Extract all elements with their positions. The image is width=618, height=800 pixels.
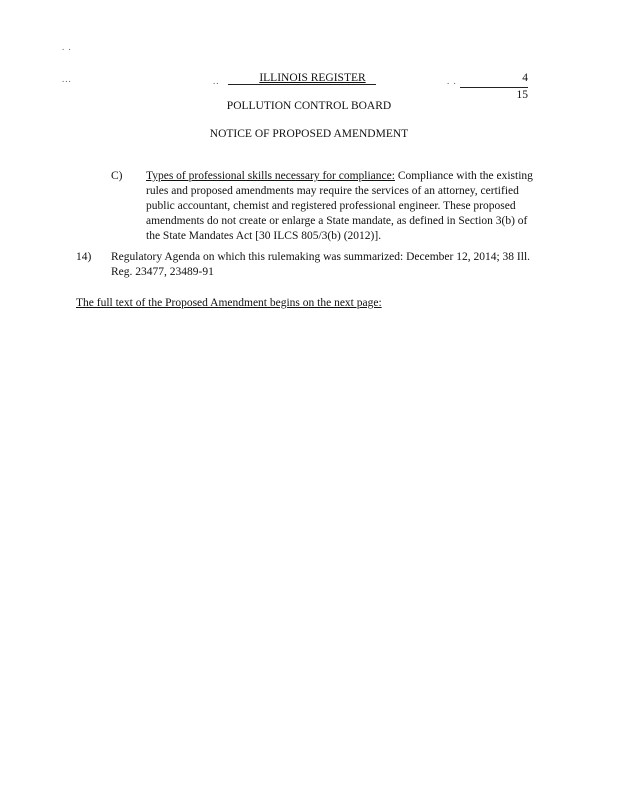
scan-mark-right: . .: [447, 76, 457, 86]
item-body-c: Compliance with the existing rules and proposed amendments may require the services of an attorney, certified public accountant, chemist and registered professional engineer. These proposed amendments do not create or enlarge a State mandate, as defined in Section 3(b) of the State Mandates Act [30 ILCS 805/3(b) (2012)].: [146, 170, 533, 242]
item-text-c: [146, 169, 541, 244]
agency-name: POLLUTION CONTROL BOARD: [226, 100, 392, 112]
item-label-14: 14): [76, 251, 92, 263]
full-text-link: The full text of the Proposed Amendment begins on the next page:: [76, 297, 382, 309]
header-rule: [228, 84, 376, 85]
item-text-14: Regulatory Agenda on which this rulemaking was summarized: December 12, 2014; 38 Ill. Reg. 23477, 23489-91: [111, 251, 531, 278]
register-title: ILLINOIS REGISTER: [259, 72, 366, 84]
scan-mark-corner: . .: [62, 42, 72, 52]
page-number: 4: [460, 71, 528, 88]
notice-title: NOTICE OF PROPOSED AMENDMENT: [209, 128, 409, 140]
scan-mark-mid: ..: [213, 76, 220, 86]
full-text-intro: [76, 296, 382, 311]
scan-mark-left: ...: [62, 74, 72, 84]
item-label-c: C): [111, 170, 123, 182]
issue-number: 15: [516, 89, 528, 101]
item-lead-c: Types of professional skills necessary for compliance:: [146, 170, 395, 182]
